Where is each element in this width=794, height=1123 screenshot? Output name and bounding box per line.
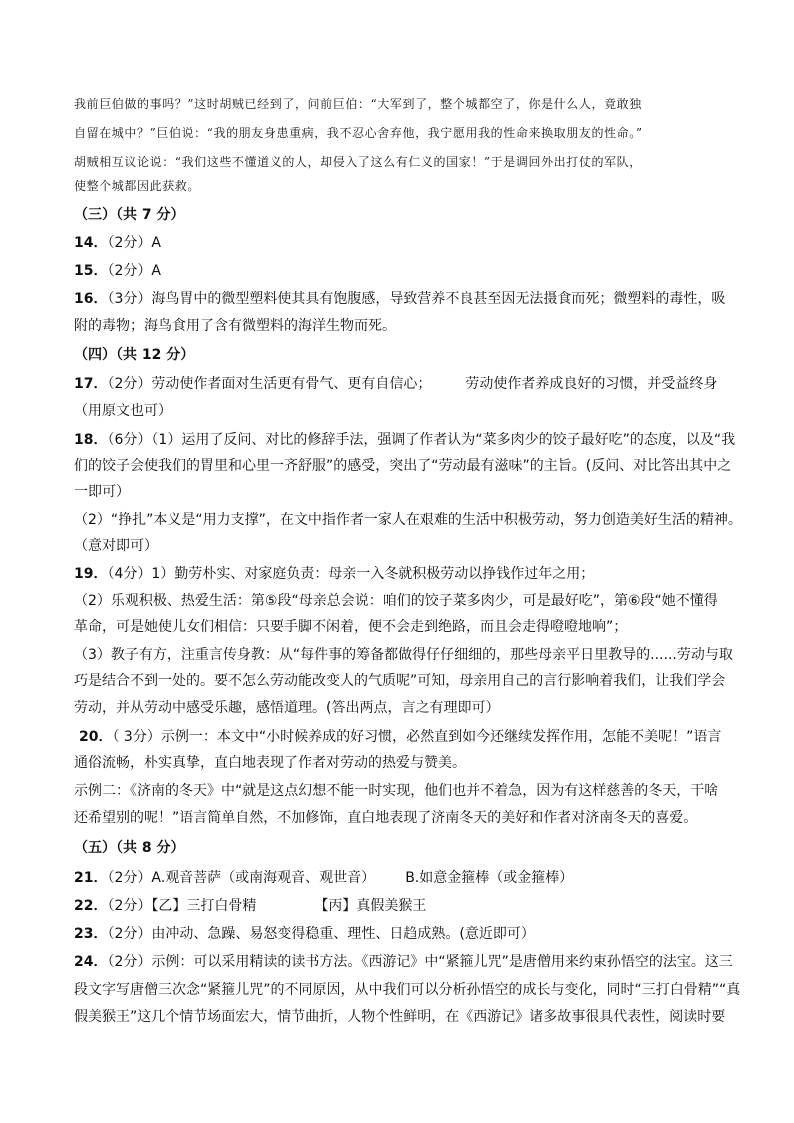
question-23 (74, 924, 535, 944)
points: （2分） (107, 926, 152, 942)
question-number: 20． (79, 729, 113, 745)
question-15 (74, 261, 161, 281)
question-24 (74, 952, 733, 972)
question-number: 15． (74, 263, 108, 279)
translation-line: 使整个城都因此获救。 (74, 179, 201, 193)
answer: 【乙】三打白骨精 (151, 898, 257, 914)
question-19 (74, 564, 594, 584)
answer-continuation: （意对即可） (74, 538, 158, 554)
answer: 劳动使作者养成良好的习惯，并受益终身 (465, 376, 718, 392)
translation-line: 胡贼相互议论说：“我们这些不懂道义的人，却侵入了这么有仁义的国家！”于是调回外出打仗的军队， (74, 155, 642, 169)
answer-continuation: 巧是结合不到一处的。要不怎么劳动能改变人的气质呢”可知，母亲用自己的言行影响着我们，让我们学会 (74, 673, 726, 689)
answer-continuation: 劳动，并从劳动中感受乐趣，感悟道理。(答出两点，言之有理即可） (74, 700, 500, 716)
points: （2分） (107, 263, 152, 279)
section-heading: （五）（共 8 分） (74, 840, 185, 856)
answer: A.观音菩萨（或南海观音、观世音） (151, 870, 376, 886)
answer: 1）勤劳朴实、对家庭负责：母亲一入冬就积极劳动以挣钱作过年之用； (151, 566, 595, 582)
answer: （1）运用了反问、对比的修辞手法，强调了作者认为“菜多肉少的饺子最好吃”的态度，以及“我 (151, 432, 736, 448)
answer-continuation: 革命，可是她使儿女们相信：只要手脚不闲着，便不会走到绝路，而且会走得噔噔地响”； (74, 619, 628, 635)
answer-continuation: 示例二：《济南的冬天》中“就是这点幻想不能一时实现，他们也并不着急，因为有这样慈善的冬天，干啥 (74, 783, 719, 799)
answer-continuation: 段文字写唐僧三次念“紧箍儿咒”的不同原因，从中我们可以分析孙悟空的成长与变化，同时“三打白骨精”“真 (74, 982, 741, 998)
answer-continuation: 附的毒物；海鸟食用了含有微塑料的海洋生物而死。 (74, 318, 396, 334)
points: （6分） (107, 432, 152, 448)
question-number: 24． (74, 954, 108, 970)
section-heading: （三）（共 7 分） (74, 207, 185, 223)
answer: 示例：可以采用精读的读书方法。《西游记》中“紧箍儿咒”是唐僧用来约束孙悟空的法宝。这三 (151, 954, 733, 970)
answer-continuation: （2）“挣扎”本义是“用力支撑”，在文中指作者一家人在艰难的生活中积极劳动，努力创造美好生活的精神。 (74, 512, 742, 528)
answer: 示例一：本文中“小时候养成的好习惯，必然直到如今还继续发挥作用，怎能不美呢！”语言 (160, 729, 722, 745)
answer-continuation: 还希望别的呢！”语言简单自然，不加修饰，直白地表现了济南冬天的美好和作者对济南冬天的喜爱。 (74, 810, 698, 826)
question-number: 18． (74, 432, 108, 448)
question-17 (74, 374, 717, 394)
question-number: 17． (74, 376, 108, 392)
answer-continuation: 通俗流畅，朴实真挚，直白地表现了作者对劳动的热爱与赞美。 (74, 755, 466, 771)
question-number: 22． (74, 898, 108, 914)
question-number: 23． (74, 926, 108, 942)
answer-continuation: 假美猴王”这几个情节场面宏大，情节曲折，人物个性鲜明，在《西游记》诸多故事很具代表性，阅读时要 (74, 1009, 726, 1025)
translation-line: 自留在城中？”巨伯说：“我的朋友身患重病，我不忍心舍弃他，我宁愿用我的性命来换取朋友的性命。” (74, 126, 643, 140)
question-number: 21． (74, 870, 108, 886)
translation-line: 我前巨伯做的事吗？”这时胡贼已经到了，问前巨伯：“大军到了，整个城都空了，你是什么人，竟敢独 (74, 97, 642, 111)
points: （3分） (107, 291, 152, 307)
points: （4分） (107, 566, 152, 582)
question-20 (79, 727, 721, 747)
section-heading: （四）（共 12 分） (74, 347, 195, 363)
answer: 由冲动、急躁、易怒变得稳重、理性、日趋成熟。(意近即可） (151, 926, 535, 942)
points: （2分） (107, 235, 152, 251)
question-14 (74, 233, 161, 253)
answer: 【丙】真假美猴王 (314, 898, 427, 914)
answer-continuation: （3）教子有方，注重言传身教：从“每件事的筹备都做得仔仔细细的，那些母亲平日里教导的......劳动与取 (74, 647, 733, 663)
points: （2分） (107, 954, 152, 970)
points: （2分） (107, 870, 152, 886)
points: （2分） (107, 898, 152, 914)
answer: A (151, 263, 161, 279)
answer: A (151, 235, 161, 251)
question-22 (74, 896, 426, 916)
answer-continuation: 们的饺子会使我们的胃里和心里一齐舒服”的感受，突出了“劳动最有滋味”的主旨。(反问、对比答出其中之 (74, 458, 732, 474)
answer-continuation: 一即可） (74, 484, 130, 500)
question-number: 19． (74, 566, 108, 582)
question-number: 16． (74, 291, 108, 307)
answer: B.如意金箍棒（或金箍棒） (405, 870, 574, 886)
question-16 (74, 289, 725, 309)
points: （2分） (107, 376, 152, 392)
question-18 (74, 430, 735, 450)
question-21 (74, 868, 573, 888)
question-number: 14． (74, 235, 108, 251)
points: （ 3分） (112, 729, 161, 745)
answer-continuation: （2）乐观积极、热爱生活：第⑤段“母亲总会说：咱们的饺子菜多肉少，可是最好吃”，第⑥段“她不懂得 (74, 593, 718, 609)
answer-continuation: （用原文也可） (74, 403, 172, 419)
answer: 海鸟胃中的微型塑料使其具有饱腹感，导致营养不良甚至因无法摄食而死；微塑料的毒性，吸 (151, 291, 726, 307)
answer: 劳动使作者面对生活更有骨气、更有自信心； (151, 376, 432, 392)
